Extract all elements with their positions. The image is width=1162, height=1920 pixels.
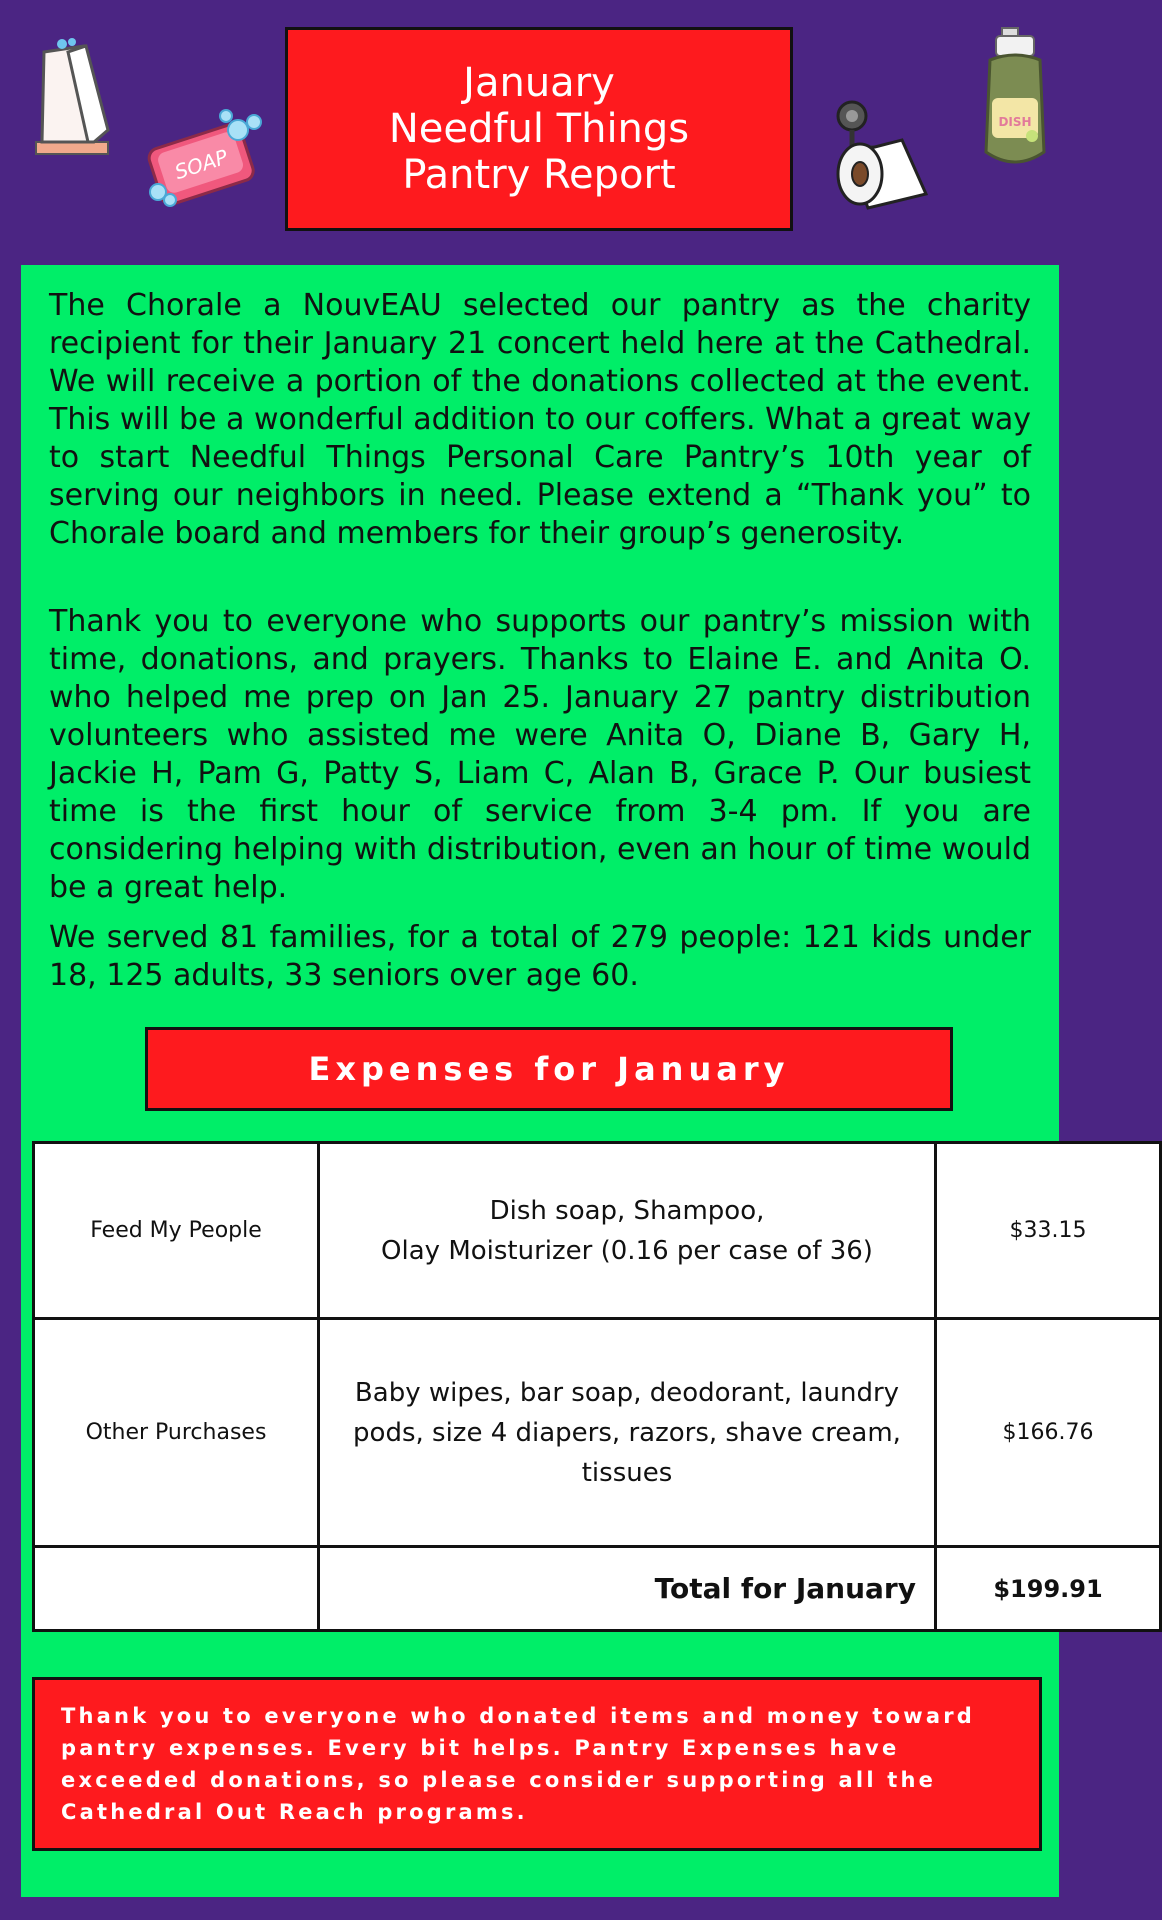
total-label: Total for January — [319, 1547, 936, 1631]
table-row-total — [34, 1547, 1161, 1631]
empty-cell — [34, 1547, 319, 1631]
report-panel — [21, 265, 1103, 1897]
expenses-table — [32, 1141, 1162, 1632]
table-row — [34, 1319, 1161, 1547]
expense-items — [319, 1319, 936, 1547]
expense-source: Feed My People — [34, 1143, 319, 1319]
page-title — [285, 27, 793, 231]
expense-items-line: Baby wipes, bar soap, deodorant, laundry pods, size 4 diapers, razors, shave cream, tissues — [353, 1377, 901, 1488]
expense-amount: $166.76 — [936, 1319, 1161, 1547]
thank-you-note: Thank you to everyone who donated items and money toward pantry expenses. Every bit helps. Pantry Expenses have exceeded donations, so please consider supporting all the Cathedral Out Reach programs. — [32, 1677, 1042, 1851]
soap-label: SOAP — [171, 144, 231, 185]
expense-items-line: Olay Moisturizer (0.16 per case of 36) — [381, 1235, 873, 1266]
table-row — [34, 1143, 1161, 1319]
paragraph-chorale: The Chorale a NouvEAU selected our pantry as the charity recipient for their January 21 concert held here at the Cathedral. We will receive a portion of the donations collected at the event. This will be a wonderful addition to our coffers. What a great way to start Needful Things Personal Care Pantry’s 10th year of serving our neighbors in need. Please extend a “Thank you” to Chorale board and members for their group’s generosity. — [49, 288, 1031, 551]
expense-items-line: Dish soap, Shampoo, — [489, 1195, 765, 1226]
expense-source: Other Purchases — [34, 1319, 319, 1547]
expense-items — [319, 1143, 936, 1319]
expenses-heading: Expenses for January — [145, 1027, 953, 1111]
title-line-2: Needful Things — [388, 106, 690, 152]
paragraph-volunteers: Thank you to everyone who supports our pantry’s mission with time, donations, and prayers. Thanks to Elaine E. and Anita O. who helped me prep on Jan 25. January 27 pantry distribution volunteers who assisted me were Anita O, Diane B, Gary H, Jackie H, Pam G, Patty S, Liam C, Alan B, Grace P. Our busiest time is the first hour of service from 3-4 pm. If you are considering helping with distribution, even an hour of time would be a great help. — [49, 604, 1031, 905]
dish-label: DISH — [998, 115, 1032, 129]
title-line-1: January — [463, 60, 615, 106]
total-amount: $199.91 — [936, 1547, 1161, 1631]
toilet-paper-icon — [830, 96, 930, 214]
soap-bar-icon — [142, 104, 268, 210]
paper-towel-icon — [30, 38, 116, 160]
paragraph-served-stats: We served 81 families, for a total of 279 people: 121 kids under 18, 125 adults, 33 seniors over age 60. — [49, 920, 1031, 993]
expense-amount: $33.15 — [936, 1143, 1161, 1319]
title-line-3: Pantry Report — [402, 152, 676, 198]
dish-soap-bottle-icon — [980, 26, 1050, 172]
